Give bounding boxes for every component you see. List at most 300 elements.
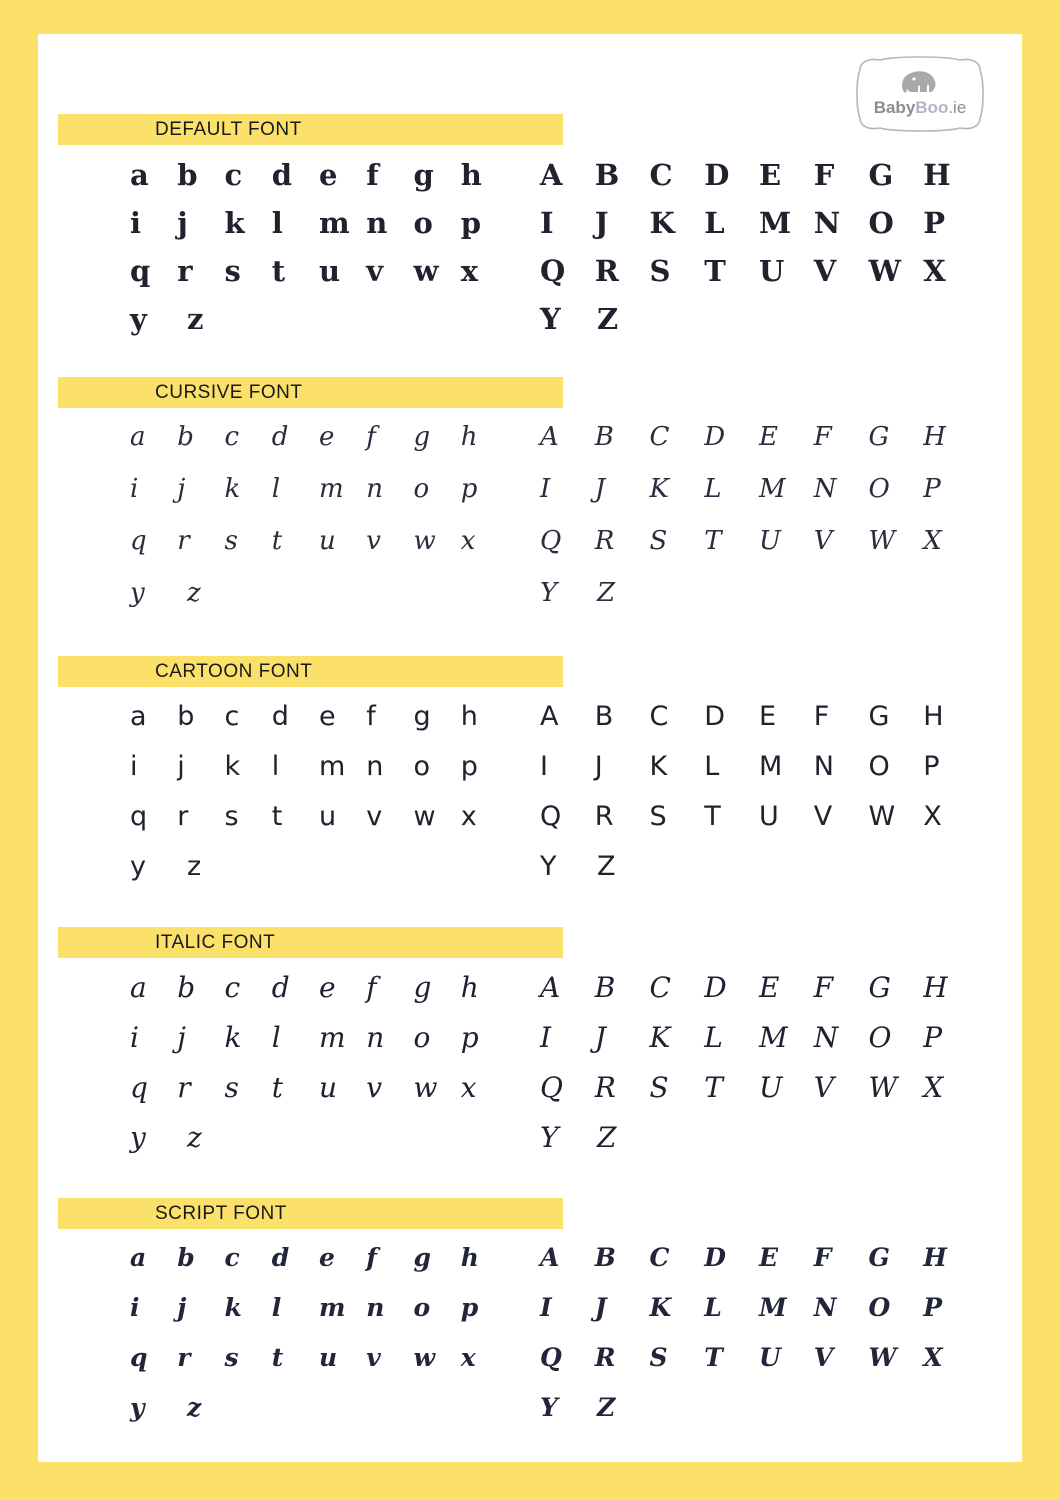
letter-cell: n bbox=[366, 1021, 385, 1054]
letter-cell: I bbox=[540, 206, 554, 240]
section-italic-font bbox=[38, 927, 1022, 1184]
letter-cell: z bbox=[187, 578, 201, 608]
letter-cell: Q bbox=[540, 526, 562, 556]
letter-cell: o bbox=[413, 206, 433, 240]
letter-cell: k bbox=[224, 751, 241, 782]
letter-row bbox=[130, 476, 508, 528]
letter-row bbox=[540, 1345, 978, 1395]
letter-cell: v bbox=[366, 526, 381, 556]
letter-row bbox=[130, 528, 508, 580]
letter-cell: H bbox=[923, 1243, 947, 1272]
letter-cell: B bbox=[594, 971, 616, 1004]
letter-cell: D bbox=[704, 1243, 726, 1272]
letter-cell: e bbox=[319, 1243, 335, 1272]
letter-cell: d bbox=[271, 422, 289, 452]
letter-cell: W bbox=[868, 801, 896, 832]
letter-row bbox=[540, 254, 978, 305]
letter-cell: v bbox=[366, 801, 383, 832]
letter-cell: M bbox=[759, 1021, 788, 1054]
letter-cell: m bbox=[319, 1021, 346, 1054]
letter-cell: N bbox=[813, 206, 841, 240]
letter-cell: L bbox=[704, 474, 722, 504]
uppercase-column bbox=[508, 424, 978, 632]
letter-cell: O bbox=[868, 1021, 892, 1054]
letter-row bbox=[130, 424, 508, 476]
letter-cell: b bbox=[177, 422, 194, 452]
letter-cell: H bbox=[923, 158, 951, 192]
letter-cell: f bbox=[366, 971, 377, 1004]
letter-cell: w bbox=[413, 526, 436, 556]
letter-cell: j bbox=[177, 206, 188, 240]
section-header-cursive bbox=[58, 377, 563, 408]
letter-cell: E bbox=[759, 701, 777, 732]
letter-row bbox=[130, 853, 508, 903]
letter-row bbox=[540, 1295, 978, 1345]
letter-cell: E bbox=[759, 971, 780, 1004]
section-title: SCRIPT FONT bbox=[155, 1202, 287, 1224]
letter-cell: p bbox=[460, 1021, 479, 1054]
letter-cell: G bbox=[868, 1243, 890, 1272]
letter-cell: g bbox=[413, 1243, 431, 1272]
letter-cell: q bbox=[130, 1071, 148, 1104]
letter-cell: a bbox=[130, 1243, 147, 1272]
letter-cell: N bbox=[813, 751, 834, 782]
letter-cell: N bbox=[813, 474, 837, 504]
elephant-icon bbox=[898, 68, 942, 98]
uppercase-column bbox=[508, 1245, 978, 1445]
letter-cell: d bbox=[271, 971, 290, 1004]
letter-row bbox=[540, 528, 978, 580]
letter-cell: s bbox=[224, 801, 239, 832]
letter-cell: B bbox=[594, 1243, 616, 1272]
letter-cell: r bbox=[177, 254, 193, 288]
letter-row bbox=[540, 1071, 978, 1124]
letter-cell: u bbox=[319, 1343, 338, 1372]
letter-cell: A bbox=[540, 701, 559, 732]
letter-cell: c bbox=[224, 971, 241, 1004]
letter-cell: f bbox=[366, 422, 376, 452]
letter-cell: P bbox=[923, 1021, 943, 1054]
letter-row bbox=[540, 206, 978, 257]
letter-cell: g bbox=[413, 971, 432, 1004]
letter-cell: t bbox=[271, 1071, 284, 1104]
letter-cell: E bbox=[759, 422, 778, 452]
letter-cell: u bbox=[319, 526, 336, 556]
letter-cell: B bbox=[594, 422, 614, 452]
letter-cell: G bbox=[868, 701, 890, 732]
section-body-cursive bbox=[38, 408, 1022, 642]
letter-cell: Z bbox=[597, 1393, 616, 1422]
letter-row bbox=[540, 302, 978, 353]
letter-row bbox=[540, 803, 978, 853]
letter-cell: C bbox=[649, 422, 670, 452]
letter-cell: U bbox=[759, 254, 785, 288]
letter-cell: d bbox=[271, 701, 289, 732]
letter-cell: Z bbox=[597, 1121, 617, 1154]
letter-cell: g bbox=[413, 158, 434, 192]
section-header-italic bbox=[58, 927, 563, 958]
letter-cell: y bbox=[130, 302, 147, 336]
letter-cell: r bbox=[177, 526, 190, 556]
letter-row bbox=[130, 158, 508, 209]
letter-cell: K bbox=[649, 206, 675, 240]
letter-cell: P bbox=[923, 751, 940, 782]
letter-row bbox=[130, 254, 508, 305]
letter-cell: M bbox=[759, 1293, 787, 1322]
letter-cell: G bbox=[868, 422, 890, 452]
letter-cell: W bbox=[868, 526, 896, 556]
letter-cell: x bbox=[460, 1071, 477, 1104]
letter-cell: J bbox=[594, 474, 606, 504]
letter-cell: k bbox=[224, 474, 241, 504]
uppercase-column bbox=[508, 158, 978, 353]
letter-cell: t bbox=[271, 1343, 284, 1372]
letter-cell: T bbox=[704, 1071, 723, 1104]
letter-cell: K bbox=[649, 474, 669, 504]
letter-cell: t bbox=[271, 801, 283, 832]
lowercase-column bbox=[38, 424, 508, 632]
letter-cell: r bbox=[177, 1343, 191, 1372]
letter-cell: F bbox=[813, 158, 835, 192]
letter-cell: s bbox=[224, 1071, 239, 1104]
letter-cell: v bbox=[366, 254, 384, 288]
letter-row bbox=[540, 1021, 978, 1074]
letter-cell: e bbox=[319, 701, 336, 732]
letter-cell: h bbox=[460, 158, 482, 192]
letter-cell: t bbox=[271, 526, 283, 556]
letter-cell: R bbox=[594, 526, 615, 556]
letter-cell: C bbox=[649, 971, 671, 1004]
letter-cell: w bbox=[413, 801, 436, 832]
letter-cell: K bbox=[649, 1293, 672, 1322]
letter-cell: S bbox=[649, 1071, 669, 1104]
letter-cell: c bbox=[224, 701, 240, 732]
letter-cell: i bbox=[130, 1293, 140, 1322]
letter-row bbox=[130, 1245, 508, 1295]
letter-cell: a bbox=[130, 158, 149, 192]
letter-row bbox=[130, 971, 508, 1024]
letter-cell: P bbox=[923, 1293, 943, 1322]
letter-cell: L bbox=[704, 1021, 723, 1054]
letter-cell: P bbox=[923, 474, 941, 504]
letter-cell: Y bbox=[540, 1393, 558, 1422]
letter-cell: i bbox=[130, 206, 142, 240]
letter-cell: r bbox=[177, 801, 189, 832]
letter-row bbox=[130, 1345, 508, 1395]
letter-cell: D bbox=[704, 971, 727, 1004]
section-header-default bbox=[58, 114, 563, 145]
letter-row bbox=[540, 853, 978, 903]
letter-cell: q bbox=[130, 526, 147, 556]
letter-cell: Q bbox=[540, 1071, 563, 1104]
letter-cell: L bbox=[704, 1293, 722, 1322]
letter-cell: y bbox=[130, 1393, 145, 1422]
letter-cell: g bbox=[413, 701, 431, 732]
letter-cell: J bbox=[594, 751, 603, 782]
letter-cell: b bbox=[177, 971, 196, 1004]
letter-cell: m bbox=[319, 474, 344, 504]
letter-cell: T bbox=[704, 801, 721, 832]
letter-row bbox=[130, 1121, 508, 1174]
letter-row bbox=[540, 158, 978, 209]
letter-cell: J bbox=[594, 1293, 607, 1322]
letter-cell: P bbox=[923, 206, 946, 240]
section-body-default bbox=[38, 145, 1022, 363]
letter-cell: c bbox=[224, 422, 240, 452]
letter-cell: V bbox=[813, 526, 833, 556]
letter-cell: C bbox=[649, 701, 669, 732]
letter-cell: V bbox=[813, 254, 837, 288]
letter-row bbox=[540, 753, 978, 803]
section-body-script bbox=[38, 1229, 1022, 1455]
letter-cell: I bbox=[540, 1021, 552, 1054]
letter-cell: v bbox=[366, 1071, 383, 1104]
letter-cell: C bbox=[649, 158, 673, 192]
letter-cell: N bbox=[813, 1293, 837, 1322]
section-title: DEFAULT FONT bbox=[155, 118, 302, 140]
white-sheet bbox=[38, 34, 1022, 1462]
letter-cell: o bbox=[413, 474, 430, 504]
section-cursive-font bbox=[38, 377, 1022, 642]
logo-word-boo: Boo bbox=[915, 98, 949, 117]
letter-cell: a bbox=[130, 422, 146, 452]
letter-cell: e bbox=[319, 422, 335, 452]
letter-cell: T bbox=[704, 526, 722, 556]
letter-cell: o bbox=[413, 1293, 431, 1322]
letter-row bbox=[130, 803, 508, 853]
letter-cell: S bbox=[649, 526, 668, 556]
letter-cell: z bbox=[187, 1393, 202, 1422]
letter-cell: M bbox=[759, 751, 783, 782]
letter-row bbox=[130, 753, 508, 803]
letter-cell: j bbox=[177, 1293, 187, 1322]
logo-word-baby: Baby bbox=[873, 98, 916, 117]
letter-cell: F bbox=[813, 422, 832, 452]
letter-cell: w bbox=[413, 254, 439, 288]
letter-cell: L bbox=[704, 206, 725, 240]
letter-cell: z bbox=[187, 1121, 202, 1154]
letter-cell: E bbox=[759, 158, 782, 192]
letter-cell: L bbox=[704, 751, 720, 782]
font-sections bbox=[38, 114, 1022, 1469]
letter-cell: g bbox=[413, 422, 431, 452]
letter-cell: X bbox=[923, 254, 946, 288]
letter-row bbox=[130, 1295, 508, 1345]
letter-cell: k bbox=[224, 206, 245, 240]
letter-row bbox=[540, 580, 978, 632]
letter-cell: j bbox=[177, 1021, 186, 1054]
letter-cell: G bbox=[868, 158, 894, 192]
letter-cell: U bbox=[759, 1071, 783, 1104]
letter-row bbox=[130, 206, 508, 257]
letter-cell: h bbox=[460, 971, 479, 1004]
letter-cell: u bbox=[319, 254, 341, 288]
letter-cell: O bbox=[868, 206, 894, 240]
letter-cell: k bbox=[224, 1293, 242, 1322]
letter-cell: i bbox=[130, 751, 138, 782]
letter-row bbox=[540, 1245, 978, 1295]
section-title: CARTOON FONT bbox=[155, 660, 313, 682]
letter-cell: z bbox=[187, 302, 204, 336]
letter-cell: c bbox=[224, 1243, 240, 1272]
section-title: ITALIC FONT bbox=[155, 931, 276, 953]
letter-row bbox=[130, 1395, 508, 1445]
letter-cell: T bbox=[704, 1343, 723, 1372]
letter-cell: m bbox=[319, 751, 346, 782]
letter-cell: o bbox=[413, 751, 431, 782]
letter-cell: b bbox=[177, 701, 195, 732]
letter-cell: n bbox=[366, 206, 388, 240]
letter-cell: Y bbox=[540, 302, 561, 336]
letter-cell: V bbox=[813, 1071, 834, 1104]
letter-cell: j bbox=[177, 474, 186, 504]
letter-cell: X bbox=[923, 1071, 944, 1104]
letter-cell: j bbox=[177, 751, 185, 782]
letter-cell: H bbox=[923, 701, 944, 732]
letter-cell: d bbox=[271, 158, 293, 192]
letter-cell: u bbox=[319, 1071, 338, 1104]
letter-cell: n bbox=[366, 1293, 385, 1322]
letter-cell: p bbox=[460, 206, 482, 240]
letter-cell: V bbox=[813, 1343, 834, 1372]
letter-row bbox=[130, 1021, 508, 1074]
letter-cell: e bbox=[319, 971, 336, 1004]
letter-cell: Q bbox=[540, 801, 562, 832]
letter-cell: U bbox=[759, 526, 781, 556]
letter-cell: B bbox=[594, 158, 620, 192]
letter-cell: n bbox=[366, 474, 383, 504]
letter-row bbox=[540, 703, 978, 753]
letter-cell: J bbox=[594, 1021, 606, 1054]
letter-cell: t bbox=[271, 254, 286, 288]
letter-cell: l bbox=[271, 1293, 282, 1322]
letter-row bbox=[130, 1071, 508, 1124]
letter-cell: I bbox=[540, 751, 548, 782]
section-title: CURSIVE FONT bbox=[155, 381, 303, 403]
letter-cell: S bbox=[649, 801, 667, 832]
letter-cell: l bbox=[271, 206, 283, 240]
letter-cell: M bbox=[759, 206, 792, 240]
letter-cell: G bbox=[868, 971, 891, 1004]
section-default-font bbox=[38, 114, 1022, 363]
letter-cell: y bbox=[130, 578, 145, 608]
letter-cell: F bbox=[813, 1243, 832, 1272]
letter-cell: i bbox=[130, 474, 139, 504]
letter-row bbox=[130, 302, 508, 353]
letter-cell: l bbox=[271, 474, 281, 504]
letter-row bbox=[540, 971, 978, 1024]
letter-cell: B bbox=[594, 701, 614, 732]
letter-cell: C bbox=[649, 1243, 670, 1272]
letter-cell: h bbox=[460, 422, 478, 452]
letter-row bbox=[540, 424, 978, 476]
letter-cell: M bbox=[759, 474, 786, 504]
letter-cell: X bbox=[923, 526, 942, 556]
uppercase-column bbox=[508, 971, 978, 1174]
letter-cell: Y bbox=[540, 851, 557, 882]
letter-cell: s bbox=[224, 526, 238, 556]
letter-cell: d bbox=[271, 1243, 290, 1272]
letter-cell: W bbox=[868, 1071, 898, 1104]
letter-cell: I bbox=[540, 474, 551, 504]
letter-cell: q bbox=[130, 801, 148, 832]
letter-cell: U bbox=[759, 1343, 781, 1372]
letter-cell: K bbox=[649, 751, 668, 782]
letter-cell: q bbox=[130, 1343, 148, 1372]
letter-cell: R bbox=[594, 1071, 616, 1104]
letter-cell: D bbox=[704, 701, 726, 732]
letter-row bbox=[540, 1121, 978, 1174]
letter-cell: f bbox=[366, 1243, 378, 1272]
letter-cell: S bbox=[649, 1343, 668, 1372]
letter-cell: p bbox=[460, 474, 478, 504]
letter-cell: v bbox=[366, 1343, 381, 1372]
letter-cell: U bbox=[759, 801, 779, 832]
section-header-cartoon bbox=[58, 656, 563, 687]
letter-cell: O bbox=[868, 474, 890, 504]
letter-row bbox=[540, 476, 978, 528]
section-script-font bbox=[38, 1198, 1022, 1455]
letter-cell: Y bbox=[540, 578, 558, 608]
letter-row bbox=[130, 703, 508, 753]
section-cartoon-font bbox=[38, 656, 1022, 913]
letter-cell: a bbox=[130, 701, 147, 732]
letter-cell: s bbox=[224, 1343, 239, 1372]
letter-cell: f bbox=[366, 701, 376, 732]
letter-cell: r bbox=[177, 1071, 191, 1104]
letter-cell: K bbox=[649, 1021, 671, 1054]
letter-cell: R bbox=[594, 1343, 616, 1372]
letter-cell: x bbox=[460, 801, 477, 832]
letter-cell: i bbox=[130, 1021, 139, 1054]
letter-cell: A bbox=[540, 158, 563, 192]
logo-word-tld: .ie bbox=[948, 98, 967, 117]
letter-cell: A bbox=[540, 422, 559, 452]
letter-cell: e bbox=[319, 158, 338, 192]
letter-cell: c bbox=[224, 158, 243, 192]
letter-cell: R bbox=[594, 801, 614, 832]
letter-cell: S bbox=[649, 254, 671, 288]
letter-cell: W bbox=[868, 254, 902, 288]
letter-cell: I bbox=[540, 1293, 552, 1322]
letter-cell: Z bbox=[597, 578, 616, 608]
letter-cell: l bbox=[271, 751, 280, 782]
letter-cell: p bbox=[460, 1293, 479, 1322]
letter-cell: Z bbox=[597, 851, 616, 882]
letter-cell: y bbox=[130, 851, 146, 882]
uppercase-column bbox=[508, 703, 978, 903]
letter-cell: N bbox=[813, 1021, 839, 1054]
letter-row bbox=[540, 1395, 978, 1445]
section-body-italic bbox=[38, 958, 1022, 1184]
letter-cell: w bbox=[413, 1343, 436, 1372]
letter-cell: k bbox=[224, 1021, 242, 1054]
letter-cell: b bbox=[177, 158, 198, 192]
letter-cell: O bbox=[868, 751, 890, 782]
letter-cell: u bbox=[319, 801, 337, 832]
letter-cell: D bbox=[704, 158, 730, 192]
lowercase-column bbox=[38, 703, 508, 903]
letter-cell: V bbox=[813, 801, 833, 832]
letter-cell: Q bbox=[540, 254, 566, 288]
letter-cell: x bbox=[460, 1343, 476, 1372]
letter-cell: Y bbox=[540, 1121, 559, 1154]
letter-cell: y bbox=[130, 1121, 146, 1154]
letter-cell: A bbox=[540, 1243, 560, 1272]
letter-cell: H bbox=[923, 422, 946, 452]
letter-cell: A bbox=[540, 971, 561, 1004]
letter-cell: s bbox=[224, 254, 241, 288]
